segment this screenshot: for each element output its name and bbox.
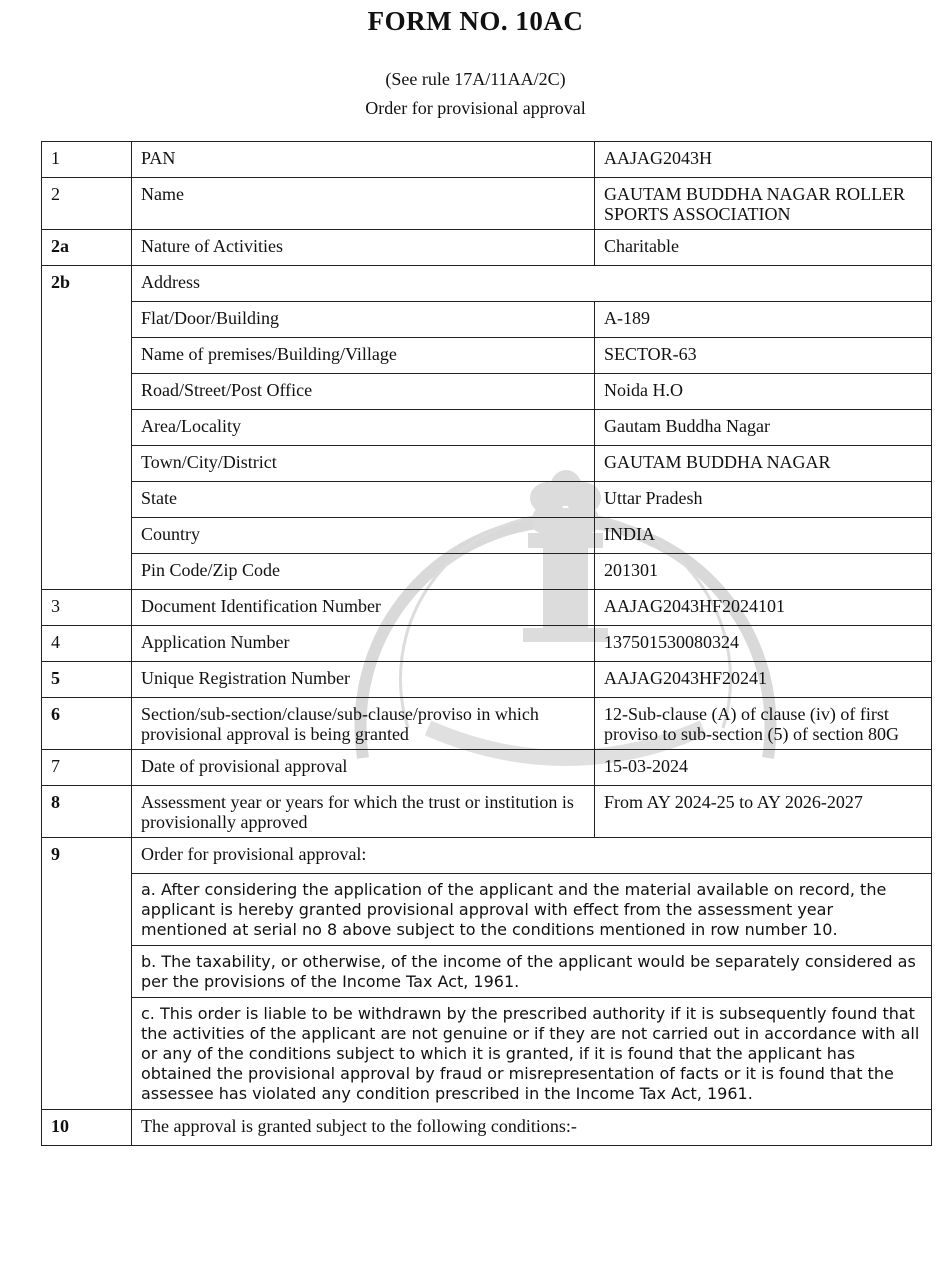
row-label: Name of premises/Building/Village <box>132 338 595 374</box>
row-number: 5 <box>42 662 132 698</box>
row-number: 3 <box>42 590 132 626</box>
row-number: 2b <box>42 266 132 590</box>
row-order-c <box>42 998 932 1110</box>
row-din <box>42 590 932 626</box>
row-address-state <box>42 482 932 518</box>
row-address-area <box>42 410 932 446</box>
row-pan <box>42 142 932 178</box>
row-value: AAJAG2043H <box>595 142 932 178</box>
row-number: 2a <box>42 230 132 266</box>
row-label: Nature of Activities <box>132 230 595 266</box>
row-label: Document Identification Number <box>132 590 595 626</box>
row-number: 1 <box>42 142 132 178</box>
row-label: Order for provisional approval: <box>132 838 932 874</box>
row-value: GAUTAM BUDDHA NAGAR ROLLER SPORTS ASSOCIATION <box>595 178 932 230</box>
row-label: Date of provisional approval <box>132 750 595 786</box>
row-label: Pin Code/Zip Code <box>132 554 595 590</box>
row-address-town <box>42 446 932 482</box>
row-value: GAUTAM BUDDHA NAGAR <box>595 446 932 482</box>
row-value: AAJAG2043HF2024101 <box>595 590 932 626</box>
row-label: The approval is granted subject to the following conditions:- <box>132 1110 932 1146</box>
row-number: 9 <box>42 838 132 1110</box>
form-subtitle: Order for provisional approval <box>365 98 586 118</box>
row-value: AAJAG2043HF20241 <box>595 662 932 698</box>
row-section <box>42 698 932 750</box>
row-label: State <box>132 482 595 518</box>
row-value: From AY 2024-25 to AY 2026-2027 <box>595 786 932 838</box>
row-value: A-189 <box>595 302 932 338</box>
row-label: Town/City/District <box>132 446 595 482</box>
row-label: Road/Street/Post Office <box>132 374 595 410</box>
row-value: 137501530080324 <box>595 626 932 662</box>
row-conditions <box>42 1110 932 1146</box>
row-label: Name <box>132 178 595 230</box>
row-urn <box>42 662 932 698</box>
order-clause-c: c. This order is liable to be withdrawn by the prescribed authority if it is subsequently found that the activities of the applicant are not genuine or if they are not carried out in accordance with all or any of the conditions subject to which it is granted, if it is found that the applicant has obtained the provisional approval by fraud or misrepresentation of facts or it is found that the assessee has violated any condition prescribed in the Income Tax Act, 1961. <box>132 998 932 1110</box>
row-order-b <box>42 946 932 998</box>
row-assessment-year <box>42 786 932 838</box>
row-label: Application Number <box>132 626 595 662</box>
row-address-pin <box>42 554 932 590</box>
row-label: Country <box>132 518 595 554</box>
row-label: Unique Registration Number <box>132 662 595 698</box>
row-label: Flat/Door/Building <box>132 302 595 338</box>
row-value: 15-03-2024 <box>595 750 932 786</box>
form-table <box>41 141 932 1146</box>
row-value: Charitable <box>595 230 932 266</box>
row-number: 10 <box>42 1110 132 1146</box>
row-value: Noida H.O <box>595 374 932 410</box>
row-value: 12-Sub-clause (A) of clause (iv) of first proviso to sub-section (5) of section 80G <box>595 698 932 750</box>
rule-reference: (See rule 17A/11AA/2C) <box>385 69 566 89</box>
row-nature <box>42 230 932 266</box>
row-label: Section/sub-section/clause/sub-clause/proviso in which provisional approval is being granted <box>132 698 595 750</box>
row-number: 7 <box>42 750 132 786</box>
row-address-premises <box>42 338 932 374</box>
row-number: 6 <box>42 698 132 750</box>
order-clause-a: a. After considering the application of the applicant and the material available on record, the applicant is hereby granted provisional approval with effect from the assessment year mentioned at serial no 8 above subject to the conditions mentioned in row number 10. <box>132 874 932 946</box>
row-order-a <box>42 874 932 946</box>
row-value: INDIA <box>595 518 932 554</box>
row-date <box>42 750 932 786</box>
row-label: Area/Locality <box>132 410 595 446</box>
row-value: SECTOR-63 <box>595 338 932 374</box>
row-name <box>42 178 932 230</box>
row-address-country <box>42 518 932 554</box>
form-title: FORM NO. 10AC <box>367 6 584 36</box>
row-address <box>42 266 932 302</box>
row-address-road <box>42 374 932 410</box>
row-application <box>42 626 932 662</box>
row-order <box>42 838 932 874</box>
row-address-flat <box>42 302 932 338</box>
row-label: PAN <box>132 142 595 178</box>
row-value: Gautam Buddha Nagar <box>595 410 932 446</box>
row-value: Uttar Pradesh <box>595 482 932 518</box>
row-label: Assessment year or years for which the trust or institution is provisionally approved <box>132 786 595 838</box>
row-number: 4 <box>42 626 132 662</box>
row-number: 2 <box>42 178 132 230</box>
order-clause-b: b. The taxability, or otherwise, of the income of the applicant would be separately considered as per the provisions of the Income Tax Act, 1961. <box>132 946 932 998</box>
row-label: Address <box>132 266 932 302</box>
row-number: 8 <box>42 786 132 838</box>
row-value: 201301 <box>595 554 932 590</box>
